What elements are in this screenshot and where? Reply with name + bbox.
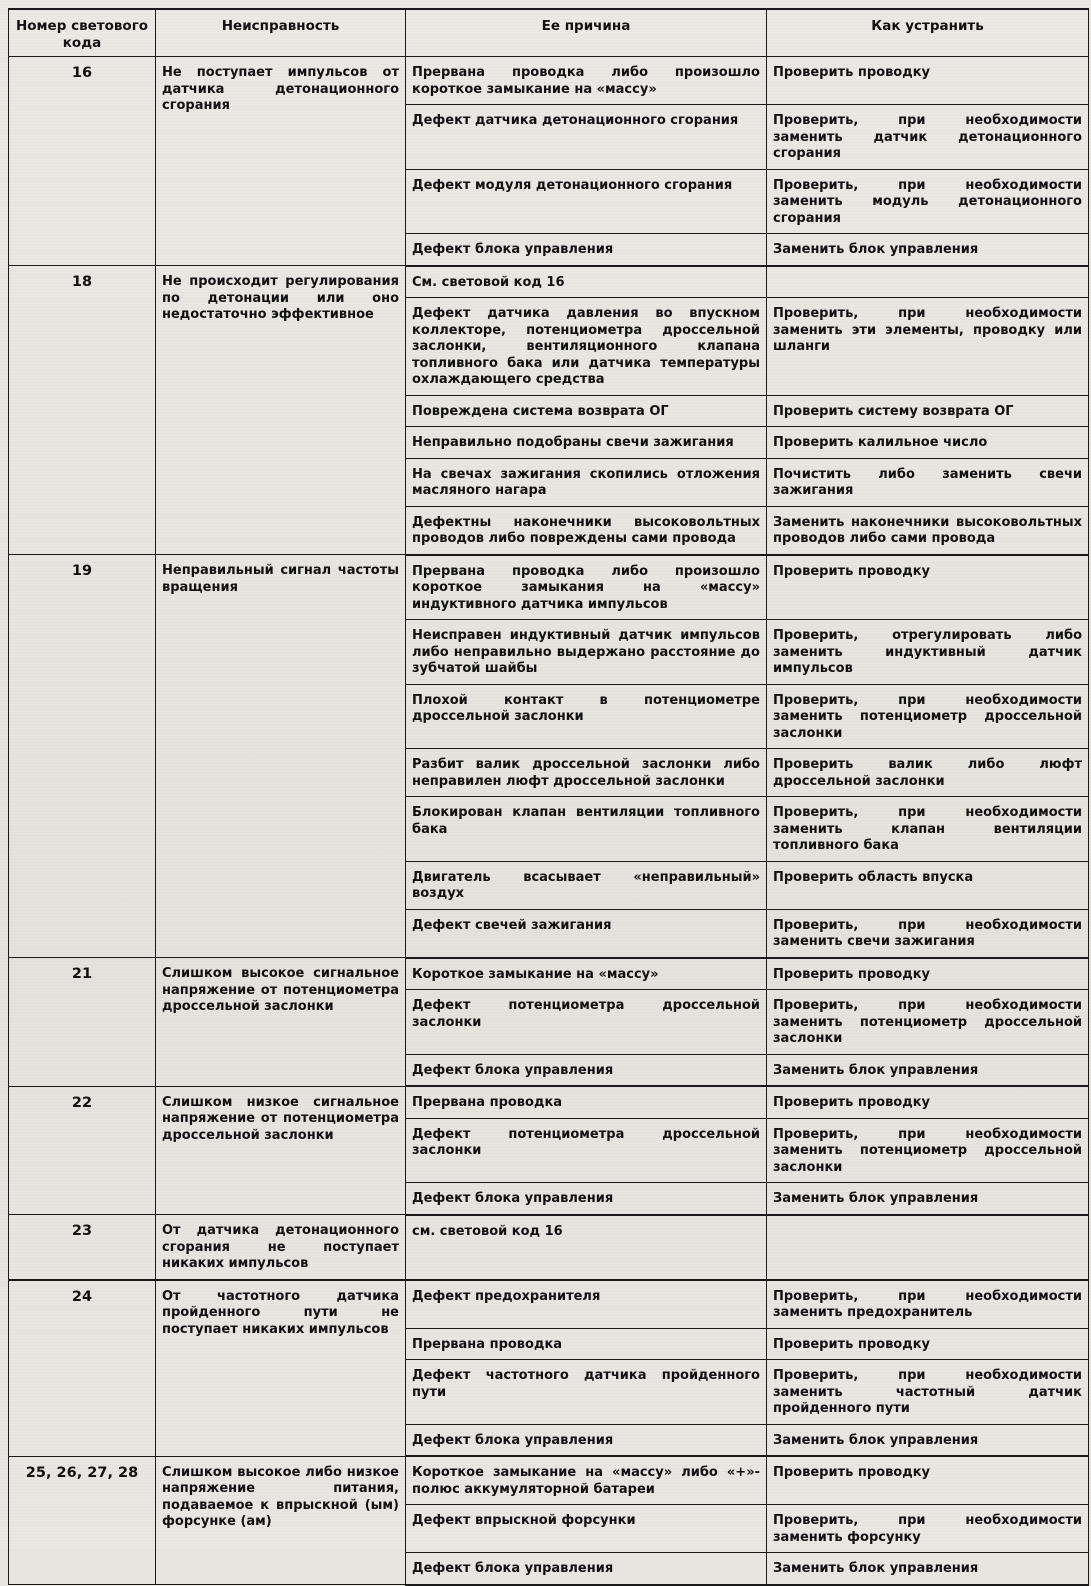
- cause-cell: Двигатель всасывает «неправильный» воздух: [406, 861, 767, 909]
- cause-cell: Дефект датчика детонационного сгорания: [406, 105, 767, 170]
- cause-cell: Дефект впрыскной форсунки: [406, 1505, 767, 1553]
- cause-cell: Дефект блока управления: [406, 1553, 767, 1585]
- header-cause: Ее причина: [406, 9, 767, 57]
- table-row: [9, 1086, 1089, 1118]
- header-fix: Как устранить: [767, 9, 1089, 57]
- fix-cell: Проверить, при необходимости заменить потенциометр дроссельной заслонки: [767, 684, 1089, 749]
- fix-cell: Проверить, при необходимости заменить клапан вентиляции топливного бака: [767, 797, 1089, 862]
- fix-cell: [767, 266, 1089, 298]
- cause-cell: На свечах зажигания скопились отложения масляного нагара: [406, 458, 767, 506]
- table-row: [9, 555, 1089, 620]
- table-header-row: [9, 9, 1089, 57]
- cause-cell: Разбит валик дроссельной заслонки либо неправилен люфт дроссельной заслонки: [406, 749, 767, 797]
- header-fault: Неисправность: [156, 9, 406, 57]
- cause-cell: Повреждена система возврата ОГ: [406, 395, 767, 427]
- table-row: [9, 57, 1089, 105]
- cause-cell: Дефект датчика давления во впускном коллекторе, потенциометра дроссельной заслонки, вентиляционного клапана топливного бака или датчика температуры охлаждающего средства: [406, 298, 767, 396]
- cause-cell: Прервана проводка либо произошло короткое замыкания на «массу» индуктивного датчика импульсов: [406, 555, 767, 620]
- fix-cell: Проверить, при необходимости заменить форсунку: [767, 1505, 1089, 1553]
- cause-cell: См. световой код 16: [406, 266, 767, 298]
- fix-cell: Проверить, при необходимости заменить свечи зажигания: [767, 909, 1089, 958]
- cause-cell: Дефектны наконечники высоковольтных проводов либо повреждены сами провода: [406, 506, 767, 555]
- cause-cell: Прервана проводка: [406, 1328, 767, 1360]
- fix-cell: Почистить либо заменить свечи зажигания: [767, 458, 1089, 506]
- cause-cell: Дефект модуля детонационного сгорания: [406, 169, 767, 234]
- cause-cell: Дефект блока управления: [406, 1054, 767, 1086]
- fault-cell: Слишком высокое сигнальное напряжение от потенциометра дроссельной заслонки: [156, 958, 406, 1087]
- cause-cell: Короткое замыкание на «массу» либо «+»-полюс аккумуляторной батареи: [406, 1456, 767, 1505]
- light-code-cell: 18: [9, 266, 156, 555]
- fix-cell: Проверить проводку: [767, 958, 1089, 990]
- fix-cell: Заменить блок управления: [767, 1054, 1089, 1086]
- fix-cell: Заменить блок управления: [767, 234, 1089, 266]
- light-code-cell: 16: [9, 57, 156, 266]
- fault-cell: От частотного датчика пройденного пути не поступает никаких импульсов: [156, 1280, 406, 1457]
- table-body: [9, 57, 1089, 1585]
- cause-cell: Плохой контакт в потенциометре дроссельной заслонки: [406, 684, 767, 749]
- table-row: [9, 1280, 1089, 1329]
- cause-cell: Прервана проводка: [406, 1086, 767, 1118]
- table-row: [9, 1215, 1089, 1280]
- fix-cell: Проверить, при необходимости заменить потенциометр дроссельной заслонки: [767, 1118, 1089, 1183]
- light-code-cell: 21: [9, 958, 156, 1087]
- fix-cell: Заменить наконечники высоковольтных проводов либо сами провода: [767, 506, 1089, 555]
- fix-cell: Проверить проводку: [767, 57, 1089, 105]
- cause-cell: Дефект блока управления: [406, 1424, 767, 1456]
- cause-cell: см. световой код 16: [406, 1215, 767, 1280]
- fix-cell: [767, 1215, 1089, 1280]
- fault-cell: Слишком низкое сигнальное напряжение от потенциометра дроссельной заслонки: [156, 1086, 406, 1215]
- light-code-cell: 24: [9, 1280, 156, 1457]
- header-code: Номер светового кода: [9, 9, 156, 57]
- fault-cell: Слишком высокое либо низкое напряжение питания, подаваемое к впрыскной (ым) форсунке (ам): [156, 1456, 406, 1585]
- fault-cell: От датчика детонационного сгорания не поступает никаких импульсов: [156, 1215, 406, 1280]
- cause-cell: Дефект свечей зажигания: [406, 909, 767, 958]
- cause-cell: Дефект блока управления: [406, 1183, 767, 1215]
- cause-cell: Блокирован клапан вентиляции топливного бака: [406, 797, 767, 862]
- fix-cell: Заменить блок управления: [767, 1183, 1089, 1215]
- table-row: [9, 266, 1089, 298]
- fix-cell: Проверить, при необходимости заменить модуль детонационного сгорания: [767, 169, 1089, 234]
- fix-cell: Проверить систему возврата ОГ: [767, 395, 1089, 427]
- light-code-cell: 22: [9, 1086, 156, 1215]
- light-code-cell: 25, 26, 27, 28: [9, 1456, 156, 1585]
- cause-cell: Прервана проводка либо произошло короткое замыкание на «массу»: [406, 57, 767, 105]
- fix-cell: Проверить, при необходимости заменить предохранитель: [767, 1280, 1089, 1329]
- cause-cell: Дефект частотного датчика пройденного пути: [406, 1360, 767, 1425]
- fault-cell: Неправильный сигнал частоты вращения: [156, 555, 406, 958]
- fix-cell: Проверить калильное число: [767, 427, 1089, 459]
- fix-cell: Заменить блок управления: [767, 1424, 1089, 1456]
- fix-cell: Проверить проводку: [767, 1086, 1089, 1118]
- fix-cell: Проверить, при необходимости заменить потенциометр дроссельной заслонки: [767, 990, 1089, 1055]
- fix-cell: Проверить, при необходимости заменить датчик детонационного сгорания: [767, 105, 1089, 170]
- fix-cell: Проверить проводку: [767, 1456, 1089, 1505]
- fault-cell: Не происходит регулирования по детонации или оно недостаточно эффективное: [156, 266, 406, 555]
- cause-cell: Дефект предохранителя: [406, 1280, 767, 1329]
- fix-cell: Проверить проводку: [767, 1328, 1089, 1360]
- fix-cell: Проверить область впуска: [767, 861, 1089, 909]
- cause-cell: Дефект блока управления: [406, 234, 767, 266]
- cause-cell: Дефект потенциометра дроссельной заслонки: [406, 1118, 767, 1183]
- light-code-cell: 19: [9, 555, 156, 958]
- fix-cell: Заменить блок управления: [767, 1553, 1089, 1585]
- cause-cell: Дефект потенциометра дроссельной заслонки: [406, 990, 767, 1055]
- cause-cell: Короткое замыкание на «массу»: [406, 958, 767, 990]
- fix-cell: Проверить валик либо люфт дроссельной заслонки: [767, 749, 1089, 797]
- table-row: [9, 1456, 1089, 1505]
- light-code-cell: 23: [9, 1215, 156, 1280]
- fix-cell: Проверить проводку: [767, 555, 1089, 620]
- cause-cell: Неисправен индуктивный датчик импульсов либо неправильно выдержано расстояние до зубчатой шайбы: [406, 620, 767, 685]
- cause-cell: Неправильно подобраны свечи зажигания: [406, 427, 767, 459]
- fault-code-table: [8, 8, 1089, 1586]
- fix-cell: Проверить, при необходимости заменить частотный датчик пройденного пути: [767, 1360, 1089, 1425]
- fix-cell: Проверить, при необходимости заменить эти элементы, проводку или шланги: [767, 298, 1089, 396]
- table-row: [9, 958, 1089, 990]
- fix-cell: Проверить, отрегулировать либо заменить индуктивный датчик импульсов: [767, 620, 1089, 685]
- fault-cell: Не поступает импульсов от датчика детонационного сгорания: [156, 57, 406, 266]
